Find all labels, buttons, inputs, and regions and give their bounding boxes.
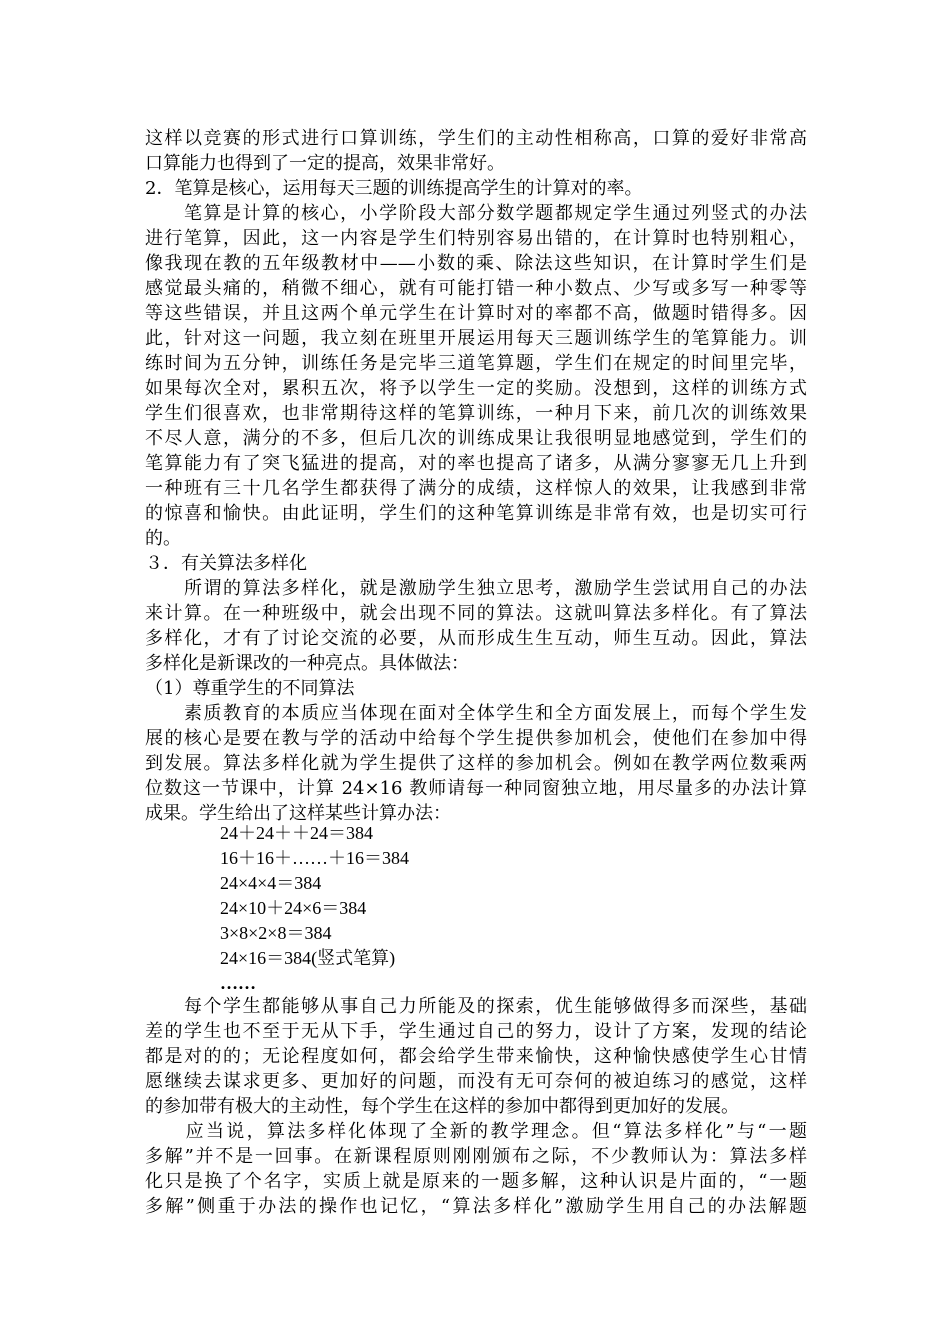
formula-line: 24×16＝384(竖式笔算) xyxy=(220,948,396,968)
section-heading: 2．笔算是核心，运用每天三题的训练提高学生的计算对的率。 xyxy=(145,178,643,199)
text-line: 如果每次全对，累积五次，将予以学生一定的奖励。没想到，这样的训练方式 xyxy=(145,378,807,399)
text-line: 位数这一节课中，计算 24×16 教师请每一种同窗独立地，用尽量多的办法计算 xyxy=(145,778,807,799)
section-heading: ３．有关算法多样化 xyxy=(145,553,307,574)
text-line: 成果。学生给出了这样某些计算办法： xyxy=(145,803,451,824)
text-line: 笔算是计算的核心，小学阶段大部分数学题都规定学生通过列竖式的办法 xyxy=(145,203,807,224)
formula-line: 24＋24＋＋24＝384 xyxy=(220,823,373,843)
text-line: 应当说，算法多样化体现了全新的教学理念。但“算法多样化”与“一题 xyxy=(145,1121,807,1142)
text-line: 都是对的的；无论程度如何，都会给学生带来愉快，这种愉快感使学生心甘情 xyxy=(145,1046,807,1067)
text-line: 的参加带有极大的主动性，每个学生在这样的参加中都得到更加好的发展。 xyxy=(145,1096,739,1117)
text-line: 像我现在教的五年级教材中——小数的乘、除法这些知识，在计算时学生们是 xyxy=(145,253,807,274)
text-line: 展的核心是要在教与学的活动中给每个学生提供参加机会，使他们在参加中得 xyxy=(145,728,807,749)
text-line: 所谓的算法多样化，就是激励学生独立思考，激励学生尝试用自己的办法 xyxy=(145,578,807,599)
text-line: 多样化，才有了讨论交流的必要，从而形成生生互动，师生互动。因此，算法 xyxy=(145,628,807,649)
text-line: 到发展。算法多样化就为学生提供了这样的参加机会。例如在教学两位数乘两 xyxy=(145,753,807,774)
text-line: 多解”并不是一回事。在新课程原则刚刚颁布之际，不少教师认为：算法多样 xyxy=(145,1146,807,1167)
text-line: 进行笔算，因此，这一内容是学生们特别容易出错的，在计算时也特别粗心， xyxy=(145,228,807,249)
text-line: 来计算。在一种班级中，就会出现不同的算法。这就叫算法多样化。有了算法 xyxy=(145,603,807,624)
subsection-heading: （1）尊重学生的不同算法 xyxy=(145,678,355,699)
text-line: 的惊喜和愉快。由此证明，学生们的这种笔算训练是非常有效，也是切实可行 xyxy=(145,503,807,524)
text-line: 这样以竞赛的形式进行口算训练，学生们的主动性相称高，口算的爱好非常高 xyxy=(145,128,807,149)
text-line: 化只是换了个名字，实质上就是原来的一题多解，这种认识是片面的，“一题 xyxy=(145,1171,807,1192)
text-line: 此，针对这一问题，我立刻在班里开展运用每天三题训练学生的笔算能力。训 xyxy=(145,328,807,349)
text-line: 愿继续去谋求更多、更加好的问题，而没有无可奈何的被迫练习的感觉，这样 xyxy=(145,1071,807,1092)
text-line: 每个学生都能够从事自己力所能及的探索，优生能够做得多而深些，基础 xyxy=(145,996,807,1017)
formula-line: 24×10＋24×6＝384 xyxy=(220,898,367,918)
formula-line: 16＋16＋……＋16＝384 xyxy=(220,848,409,868)
text-line: 素质教育的本质应当体现在面对全体学生和全方面发展上，而每个学生发 xyxy=(145,703,807,724)
text-line: 一种班有三十几名学生都获得了满分的成绩，这样惊人的效果，让我感到非常 xyxy=(145,478,807,499)
text-line: 笔算能力有了突飞猛进的提高，对的率也提高了诸多，从满分寥寥无几上升到 xyxy=(145,453,807,474)
text-line: 练时间为五分钟，训练任务是完毕三道笔算题，学生们在规定的时间里完毕， xyxy=(145,353,807,374)
formula-line: 3×8×2×8＝384 xyxy=(220,923,332,943)
text-line: 等这些错误，并且这两个单元学生在计算时对的率都不高，做题时错得多。因 xyxy=(145,303,807,324)
text-line: 多解”侧重于办法的操作也记忆，“算法多样化”激励学生用自己的办法解题 xyxy=(145,1196,807,1217)
text-line: 差的学生也不至于无从下手，学生通过自己的努力，设计了方案，发现的结论 xyxy=(145,1021,807,1042)
text-line: 学生们很喜欢，也非常期待这样的笔算训练，一种月下来，前几次的训练效果 xyxy=(145,403,807,424)
text-line: 的。 xyxy=(145,528,181,549)
text-line: 不尽人意，满分的不多，但后几次的训练成果让我很明显地感觉到，学生们的 xyxy=(145,428,807,449)
text-line: 多样化是新课改的一种亮点。具体做法： xyxy=(145,653,469,674)
formula-line: 24×4×4＝384 xyxy=(220,873,322,893)
text-line: 口算能力也得到了一定的提高，效果非常好。 xyxy=(145,153,505,174)
formula-ellipsis: …… xyxy=(220,973,256,993)
text-line: 感觉最头痛的，稍微不细心，就有可能打错一种小数点、少写或多写一种零等 xyxy=(145,278,807,299)
